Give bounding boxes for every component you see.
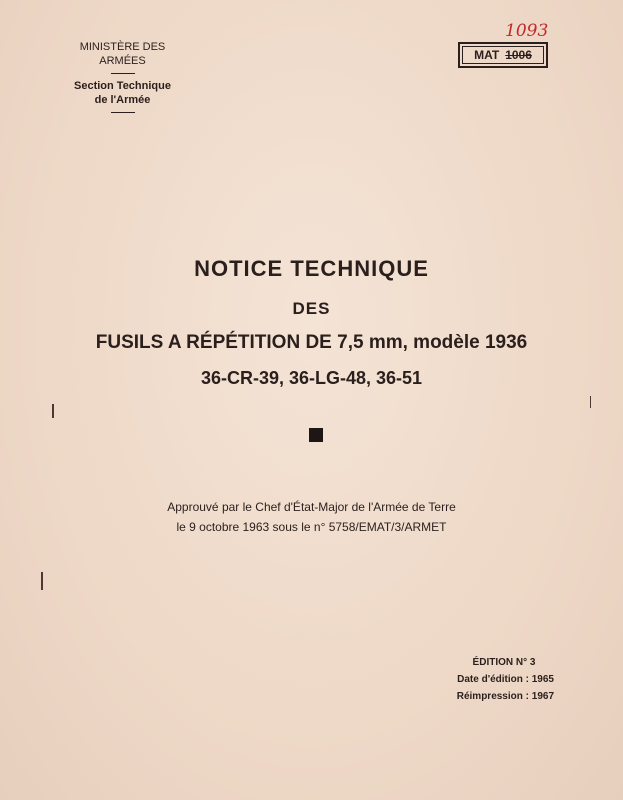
- approval-text: [0, 497, 623, 537]
- title-line-2: DES: [292, 299, 331, 318]
- approval-line-2: le 9 octobre 1963 sous le n° 5758/EMAT/3/ARMET: [176, 520, 447, 534]
- divider: [111, 73, 135, 74]
- ornament-square: [309, 428, 323, 442]
- section-line-1: Section Technique: [74, 80, 171, 92]
- title-line-3: FUSILS A RÉPÉTITION DE 7,5 mm, modèle 1936: [95, 332, 528, 353]
- approval-line-1: Approuvé par le Chef d'État-Major de l'Armée de Terre: [167, 500, 456, 514]
- title-line-4: 36-CR-39, 36-LG-48, 36-51: [200, 368, 423, 388]
- ministry-header: [60, 40, 185, 118]
- title-line-1: NOTICE TECHNIQUE: [194, 256, 429, 281]
- ministry-name: MINISTÈRE DES ARMÉES: [79, 41, 166, 67]
- handwritten-number: 1093: [505, 21, 549, 41]
- edition-date: Date d'édition : 1965: [457, 674, 554, 685]
- paper-mark: [41, 572, 43, 590]
- section-line-2: de l'Armée: [94, 94, 151, 106]
- paper-mark: [590, 396, 591, 408]
- divider: [111, 112, 135, 113]
- mat-number-struck: 1006: [505, 48, 532, 62]
- edition-number: ÉDITION N° 3: [472, 657, 536, 668]
- paper-mark: [52, 404, 54, 418]
- reprint-date: Réimpression : 1967: [456, 691, 554, 702]
- mat-label: MAT: [474, 48, 500, 62]
- mat-reference-box: [458, 42, 548, 68]
- edition-block: [454, 654, 554, 705]
